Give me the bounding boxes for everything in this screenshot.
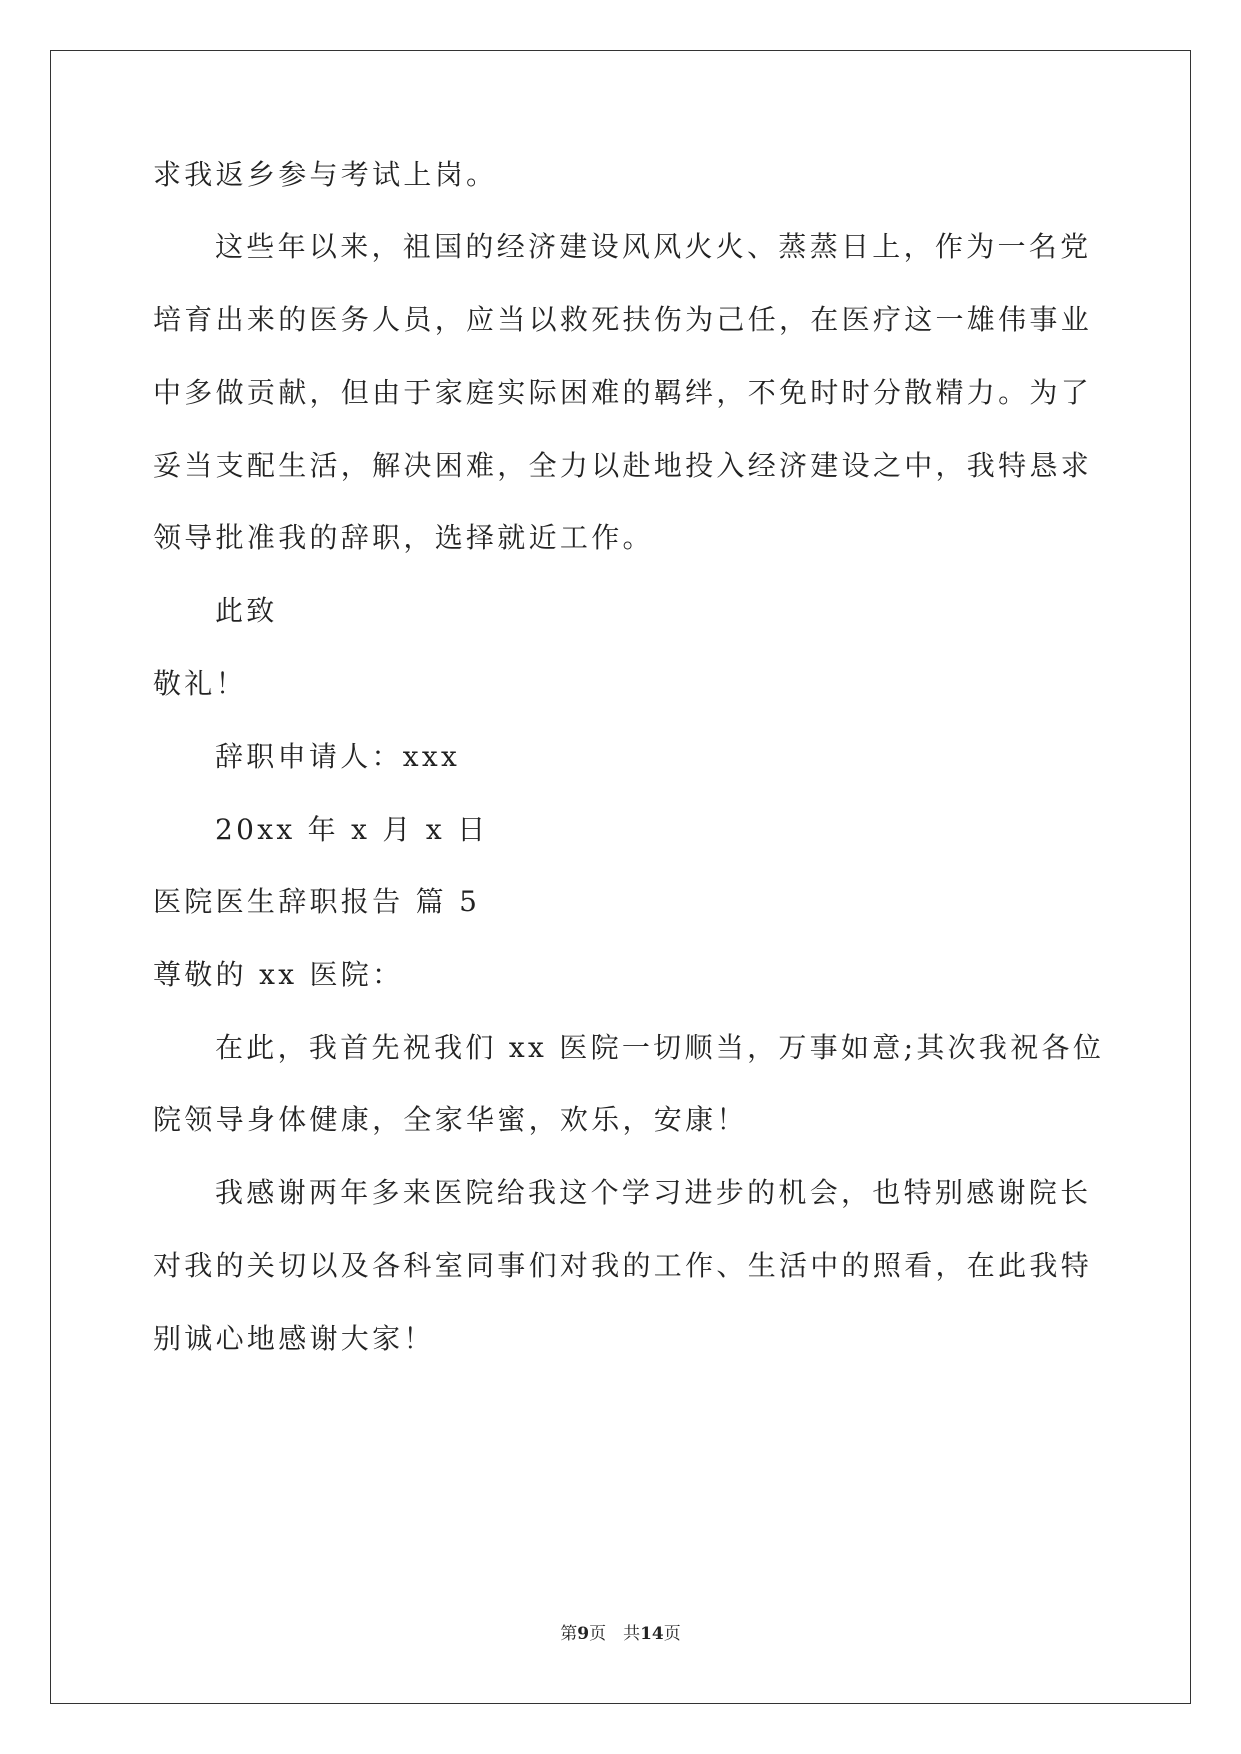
text-line-13: 在此，我首先祝我们 xx 医院一切顺当，万事如意;其次我祝各位 bbox=[215, 1031, 1105, 1064]
text-line-3: 培育出来的医务人员，应当以救死扶伤为己任，在医疗这一雄伟事业 bbox=[153, 303, 1093, 336]
text-line-16: 对我的关切以及各科室同事们对我的工作、生活中的照看，在此我特 bbox=[153, 1249, 1093, 1282]
signature-line: 辞职申请人：xxx bbox=[215, 740, 461, 773]
text-line-2: 这些年以来，祖国的经济建设风风火火、蒸蒸日上，作为一名党 bbox=[215, 230, 1092, 263]
text-line-5: 妥当支配生活，解决困难，全力以赴地投入经济建设之中，我特恳求 bbox=[153, 449, 1093, 482]
footer-page-number: 9 bbox=[577, 1624, 590, 1644]
text-line-4: 中多做贡献，但由于家庭实际困难的羁绊，不免时时分散精力。为了 bbox=[153, 376, 1093, 409]
footer-total-pages: 14 bbox=[640, 1624, 664, 1644]
text-line-6: 领导批准我的辞职，选择就近工作。 bbox=[153, 521, 654, 554]
page-footer bbox=[0, 1622, 1241, 1646]
footer-page-mid: 页 共 bbox=[589, 1624, 641, 1644]
text-line-14: 院领导身体健康，全家华蜜，欢乐，安康！ bbox=[153, 1103, 748, 1136]
section-heading: 医院医生辞职报告 篇 5 bbox=[153, 885, 481, 918]
text-line-1: 求我返乡参与考试上岗。 bbox=[153, 158, 498, 191]
closing-regards: 敬礼！ bbox=[153, 667, 247, 700]
text-line-15: 我感谢两年多来医院给我这个学习进步的机会，也特别感谢院长 bbox=[215, 1176, 1092, 1209]
addressee-line: 尊敬的 xx 医院： bbox=[153, 958, 404, 991]
footer-page-suffix: 页 bbox=[663, 1624, 681, 1644]
page-frame bbox=[50, 50, 1191, 1704]
text-line-17: 别诚心地感谢大家！ bbox=[153, 1322, 435, 1355]
date-line: 20xx 年 x 月 x 日 bbox=[215, 813, 489, 846]
footer-page-prefix: 第 bbox=[560, 1624, 578, 1644]
closing-salutation: 此致 bbox=[215, 594, 278, 627]
